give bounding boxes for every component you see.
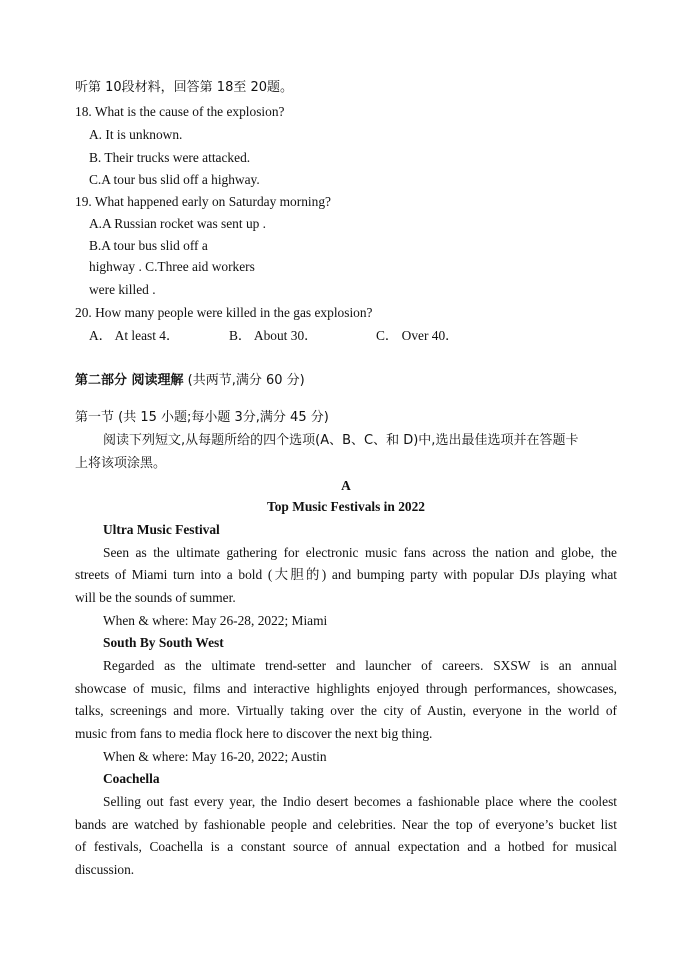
q18-option-c: C.A tour bus slid off a highway.: [89, 172, 260, 187]
q19-option-c-line3: were killed .: [89, 282, 156, 297]
paragraph-line: talks, screenings and more. Virtually taking over the city of Austin, everyone in the world of: [75, 703, 617, 718]
q19-option-b-line1: B.A tour bus slid off a: [89, 238, 208, 253]
festival-name: South By South West: [103, 635, 224, 650]
paragraph-line: Seen as the ultimate gathering for electronic music fans across the nation and globe, the: [103, 545, 617, 560]
part-note: (共两节,满分 60 分): [187, 373, 305, 388]
q18-stem: 18. What is the cause of the explosion?: [75, 104, 285, 119]
passage-title: Top Music Festivals in 2022: [267, 499, 425, 514]
when-where: When & where: May 26-28, 2022; Miami: [103, 613, 328, 628]
q20-stem: 20. How many people were killed in the gas explosion?: [75, 305, 373, 320]
q19-option-b-line2: highway . C.Three aid workers: [89, 259, 255, 274]
paragraph-line: streets of Miami turn into a bold (大胆的) and bumping party with popular DJs playing what: [75, 567, 617, 582]
when-where: When & where: May 16-20, 2022; Austin: [103, 749, 327, 764]
q20-option-b: B． About 30．: [229, 328, 318, 343]
q18-option-b: B. Their trucks were attacked.: [89, 150, 251, 165]
paragraph-line: will be the sounds of summer.: [75, 590, 236, 605]
q18-option-a: A. It is unknown.: [89, 127, 183, 142]
festival-name: Ultra Music Festival: [103, 522, 220, 537]
festival-name: Coachella: [103, 771, 160, 786]
paragraph-line: discussion.: [75, 862, 135, 877]
q19-option-a: A.A Russian rocket was sent up .: [89, 216, 267, 231]
instruction-line1: 阅读下列短文,从每题所给的四个选项(A、B、C、和 D)中,选出最佳选项并在答题卡: [103, 433, 579, 448]
paragraph-line: of festivals, Coachella is a constant source of annual expectation and a hotbed for musical: [75, 839, 617, 854]
paragraph-line: bands are watched by fashionable people and celebrities. Near the top of everyone’s bucket list: [75, 817, 617, 832]
paragraph-line: Selling out fast every year, the Indio desert becomes a fashionable place where the coolest: [103, 794, 617, 809]
q20-options: [89, 327, 459, 345]
q20-option-c: C． Over 40．: [376, 328, 459, 343]
part-title: 第二部分 阅读理解: [75, 373, 184, 388]
part-two-heading: [75, 372, 305, 390]
listening-intro: 听第 10段材料，回答第 18至 20题。: [75, 80, 294, 95]
passage-label: A: [341, 478, 351, 493]
paragraph-line: music from fans to media flock here to discover the next big thing.: [75, 726, 433, 741]
q19-stem: 19. What happened early on Saturday morning?: [75, 194, 331, 209]
instruction-line2: 上将该项涂黑。: [75, 456, 167, 471]
paragraph-line: Regarded as the ultimate trend-setter and launcher of careers. SXSW is an annual: [103, 658, 617, 673]
q20-option-a: A． At least 4．: [89, 328, 180, 343]
section-title: 第一节 (共 15 小题;每小题 3分,满分 45 分): [75, 410, 329, 425]
paragraph-line: showcase of music, films and interactive highlights enjoyed through performances, showcases,: [75, 681, 617, 696]
